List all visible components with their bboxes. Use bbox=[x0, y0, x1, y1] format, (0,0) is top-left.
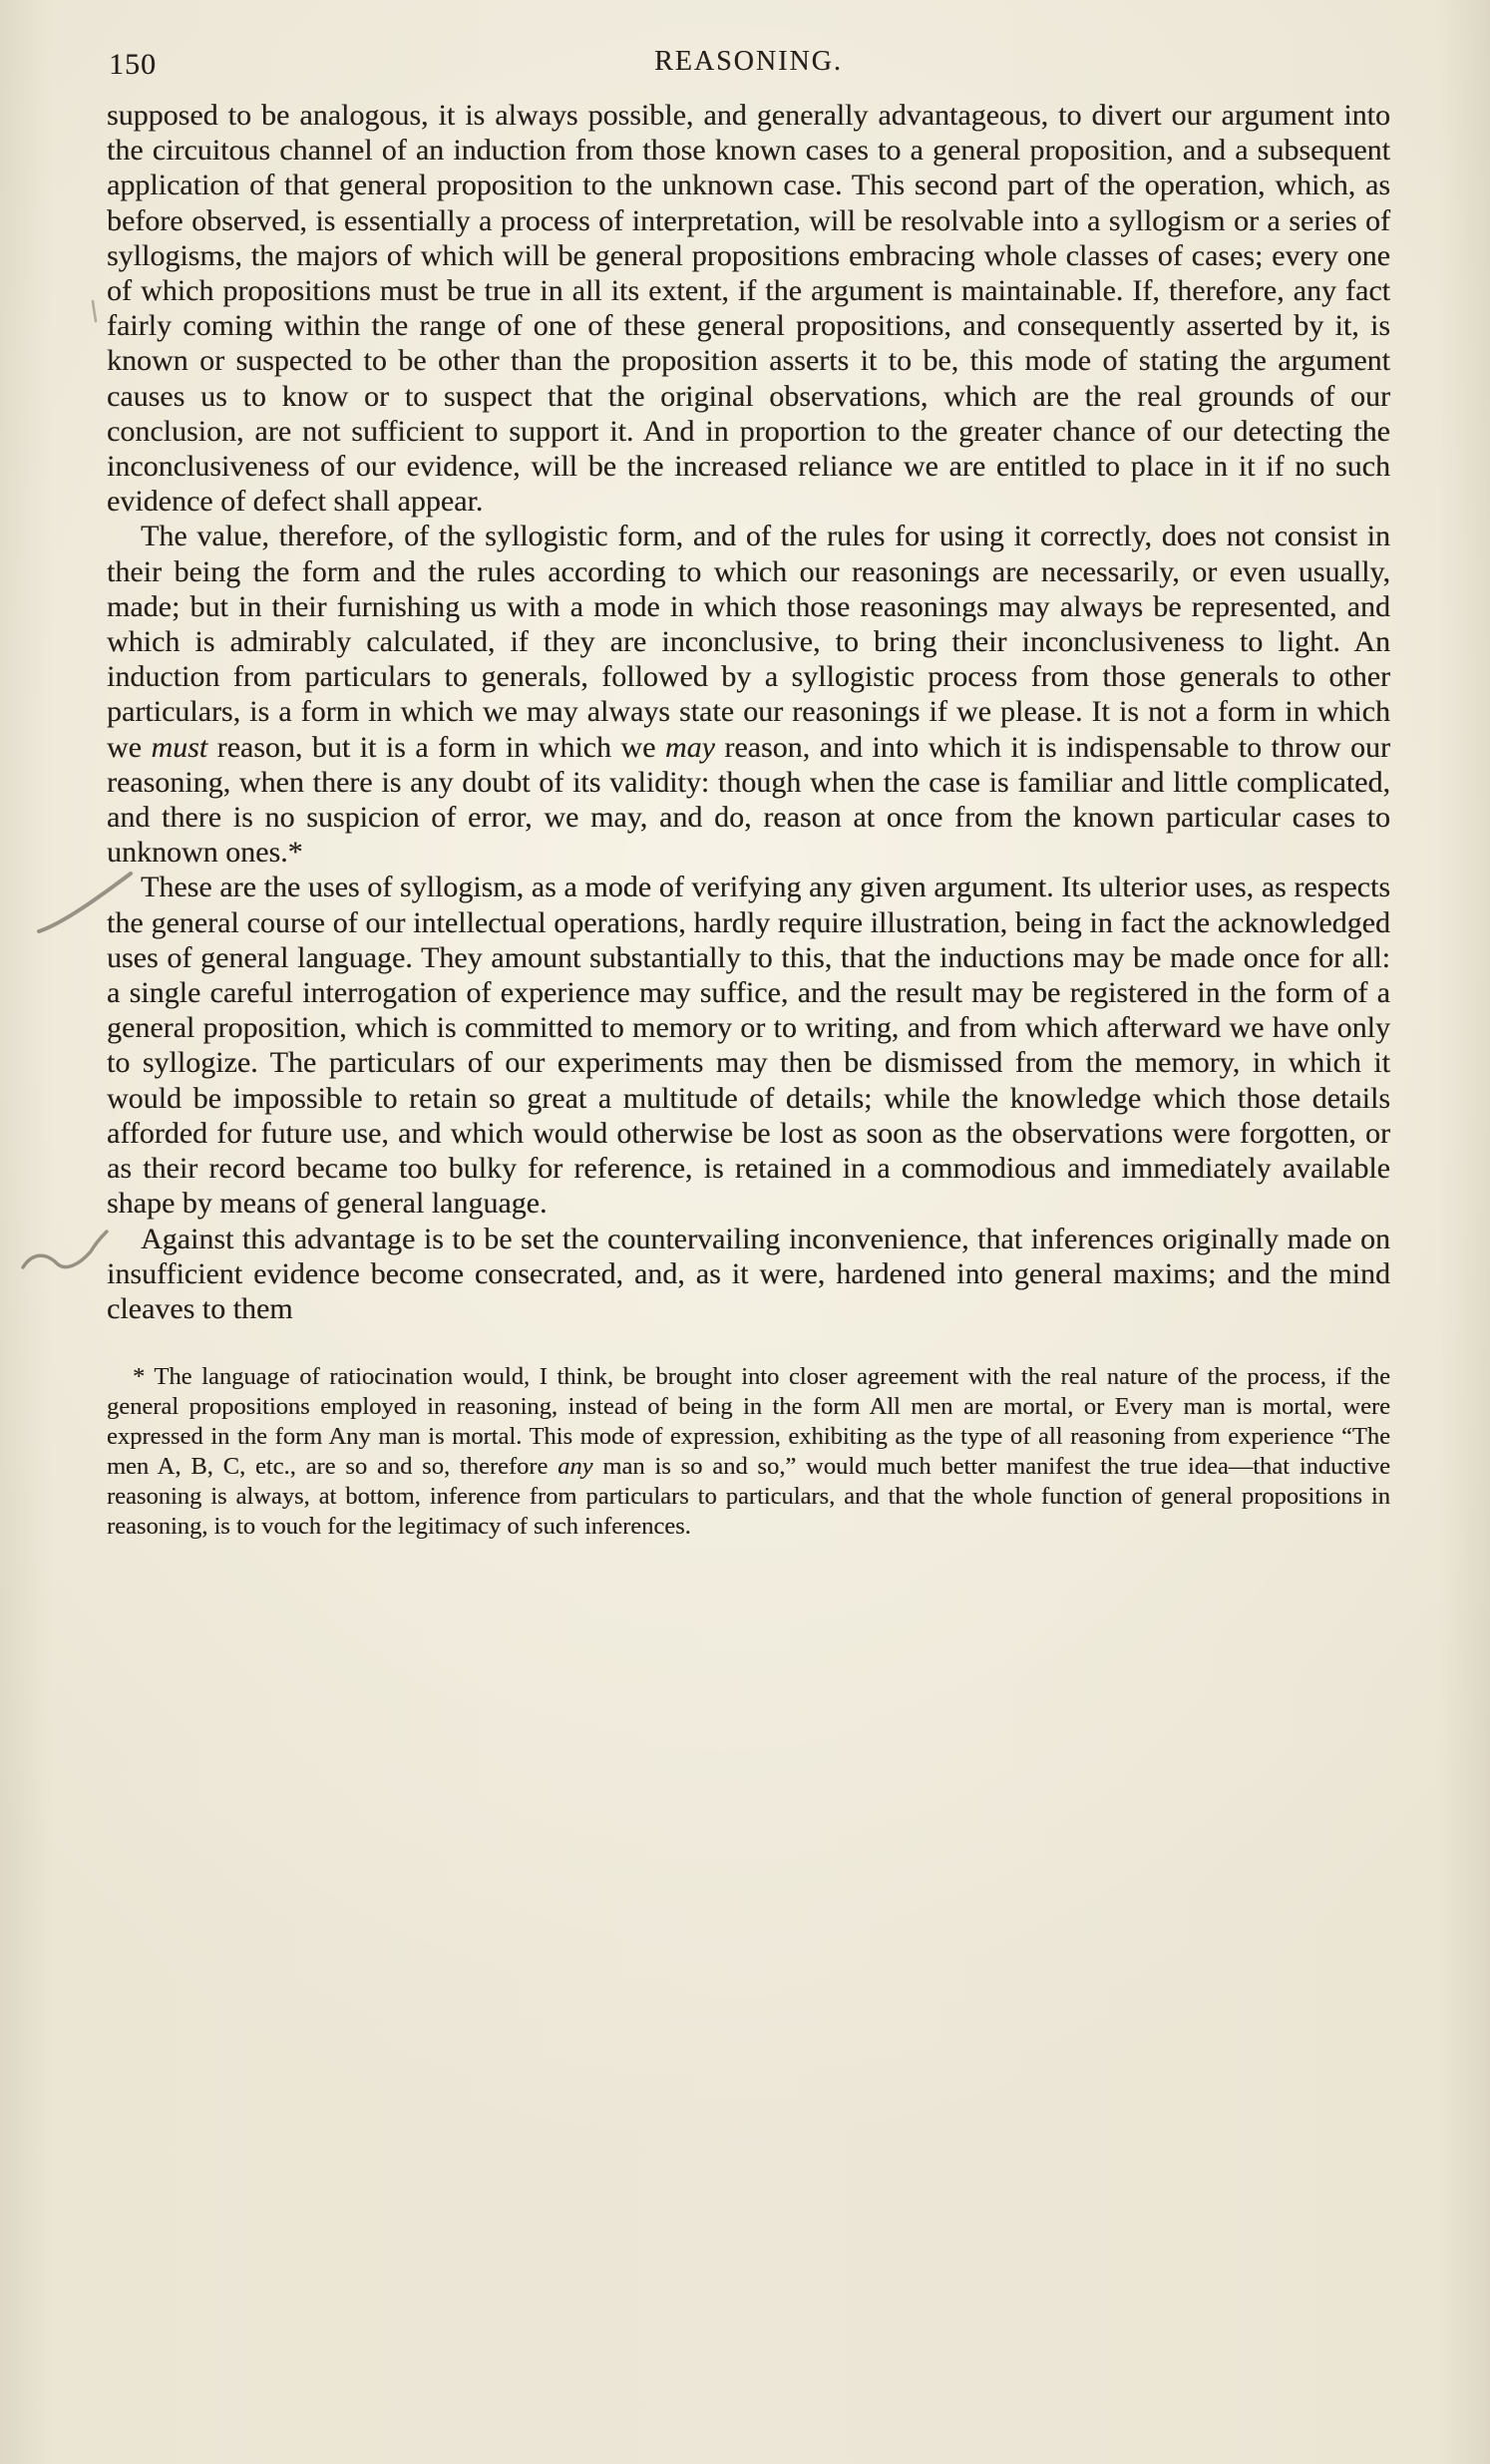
paragraph bbox=[107, 519, 1390, 870]
text-run: supposed to be analogous, it is always possible, and generally advantageous, to divert our argument into the circuitous channel of an induction from those known cases to a general proposition, and a subsequent application of that general proposition to the unknown case. This second part of the operation, which, as before observed, is essentially a process of interpretation, will be resolvable into a syllogism or a series of syllogisms, the majors of which will be general propositions embracing whole classes of cases; every one of which propositions must be true in all its extent, if the argument is maintainable. If, therefore, any fact fairly coming within the range of one of these general propositions, and consequently asserted by it, is known or suspected to be other than the proposition asserts it to be, this mode of stating the argument causes us to know or to suspect that the original observations, which are the real grounds of our conclusion, are not sufficient to support it. And in proportion to the greater chance of our detecting the inconclusiveness of our evidence, will be the increased reliance we are entitled to place in it if no such evidence of defect shall appear. bbox=[107, 99, 1390, 519]
footnote bbox=[107, 1362, 1390, 1542]
text-run: reason, and into which it is indispensable to throw our reasoning, when there is any doubt of its validity: though when the case is familiar and little complicated, and there is no suspicion of error, we may, and do, reason at once from the known particular cases to unknown ones.* bbox=[107, 730, 1390, 870]
running-head bbox=[107, 46, 1390, 84]
text-column bbox=[107, 0, 1390, 1542]
text-run: man is so and so,” would much better manifest the true idea—that inductive reasoning is always, at bottom, inference from particulars to particulars, and that the whole function of general propositions in reasoning, is to vouch for the legitimacy of such inferences. bbox=[107, 1453, 1390, 1541]
body-paragraphs bbox=[107, 98, 1390, 1326]
page-number: 150 bbox=[109, 48, 157, 81]
italic-text-run: may bbox=[664, 730, 715, 764]
italic-text-run: must bbox=[151, 730, 208, 764]
text-run: Against this advantage is to be set the countervailing inconvenience, that inferences originally made on insufficient evidence become consecrated, and, as it were, hardened into general maxims; and the mind cleaves to them bbox=[107, 1222, 1390, 1325]
italic-text-run: any bbox=[558, 1453, 593, 1481]
pencil-slash-mark bbox=[35, 870, 135, 935]
paragraph bbox=[107, 98, 1390, 519]
pencil-squiggle-mark bbox=[19, 1226, 111, 1277]
text-run: * The language of ratiocination would, I think, be brought into closer agreement with the real nature of the process, if the general propositions employed in reasoning, instead of being in the form All men are mortal, or Every man is mortal, were expressed in the form Any man is mortal. This mode of expression, exhibiting as the type of all reasoning from experience “The men A, B, C, etc., are so and so, therefore bbox=[107, 1363, 1390, 1481]
footnote-text bbox=[107, 1362, 1390, 1542]
text-run: reason, but it is a form in which we bbox=[207, 730, 665, 764]
text-run: The value, therefore, of the syllogistic form, and of the rules for using it correctly, does not consist in their being the form and the rules according to which our reasonings are necessarily, or even usually, made; but in their furnishing us with a mode in which those reasonings may always be represented, and which is admirably calculated, if they are inconclusive, to bring their inconclusiveness to light. An induction from particulars to generals, followed by a syllogistic process from those generals to other particulars, is a form in which we may always state our reasonings if we please. It is not a form in which we bbox=[107, 520, 1390, 764]
paragraph bbox=[107, 1222, 1390, 1327]
text-run: These are the uses of syllogism, as a mode of verifying any given argument. Its ulterior uses, as respects the general course of our intellectual operations, hardly require illustration, being in fact the acknowledged uses of general language. They amount substantially to this, that the inductions may be made once for all: a single careful interrogation of experience may suffice, and the result may be registered in the form of a general proposition, which is committed to memory or to writing, and from which afterward we have only to syllogize. The particulars of our experiments may then be dismissed from the memory, in which it would be impossible to retain so great a multitude of details; while the knowledge which those details afforded for future use, and which would otherwise be lost as soon as the observations were forgotten, or as their record became too bulky for reference, is retained in a commodious and immediately available shape by means of general language. bbox=[107, 871, 1390, 1221]
paragraph bbox=[107, 870, 1390, 1221]
running-header: REASONING. bbox=[654, 46, 843, 77]
pencil-tick-mark bbox=[87, 297, 101, 325]
